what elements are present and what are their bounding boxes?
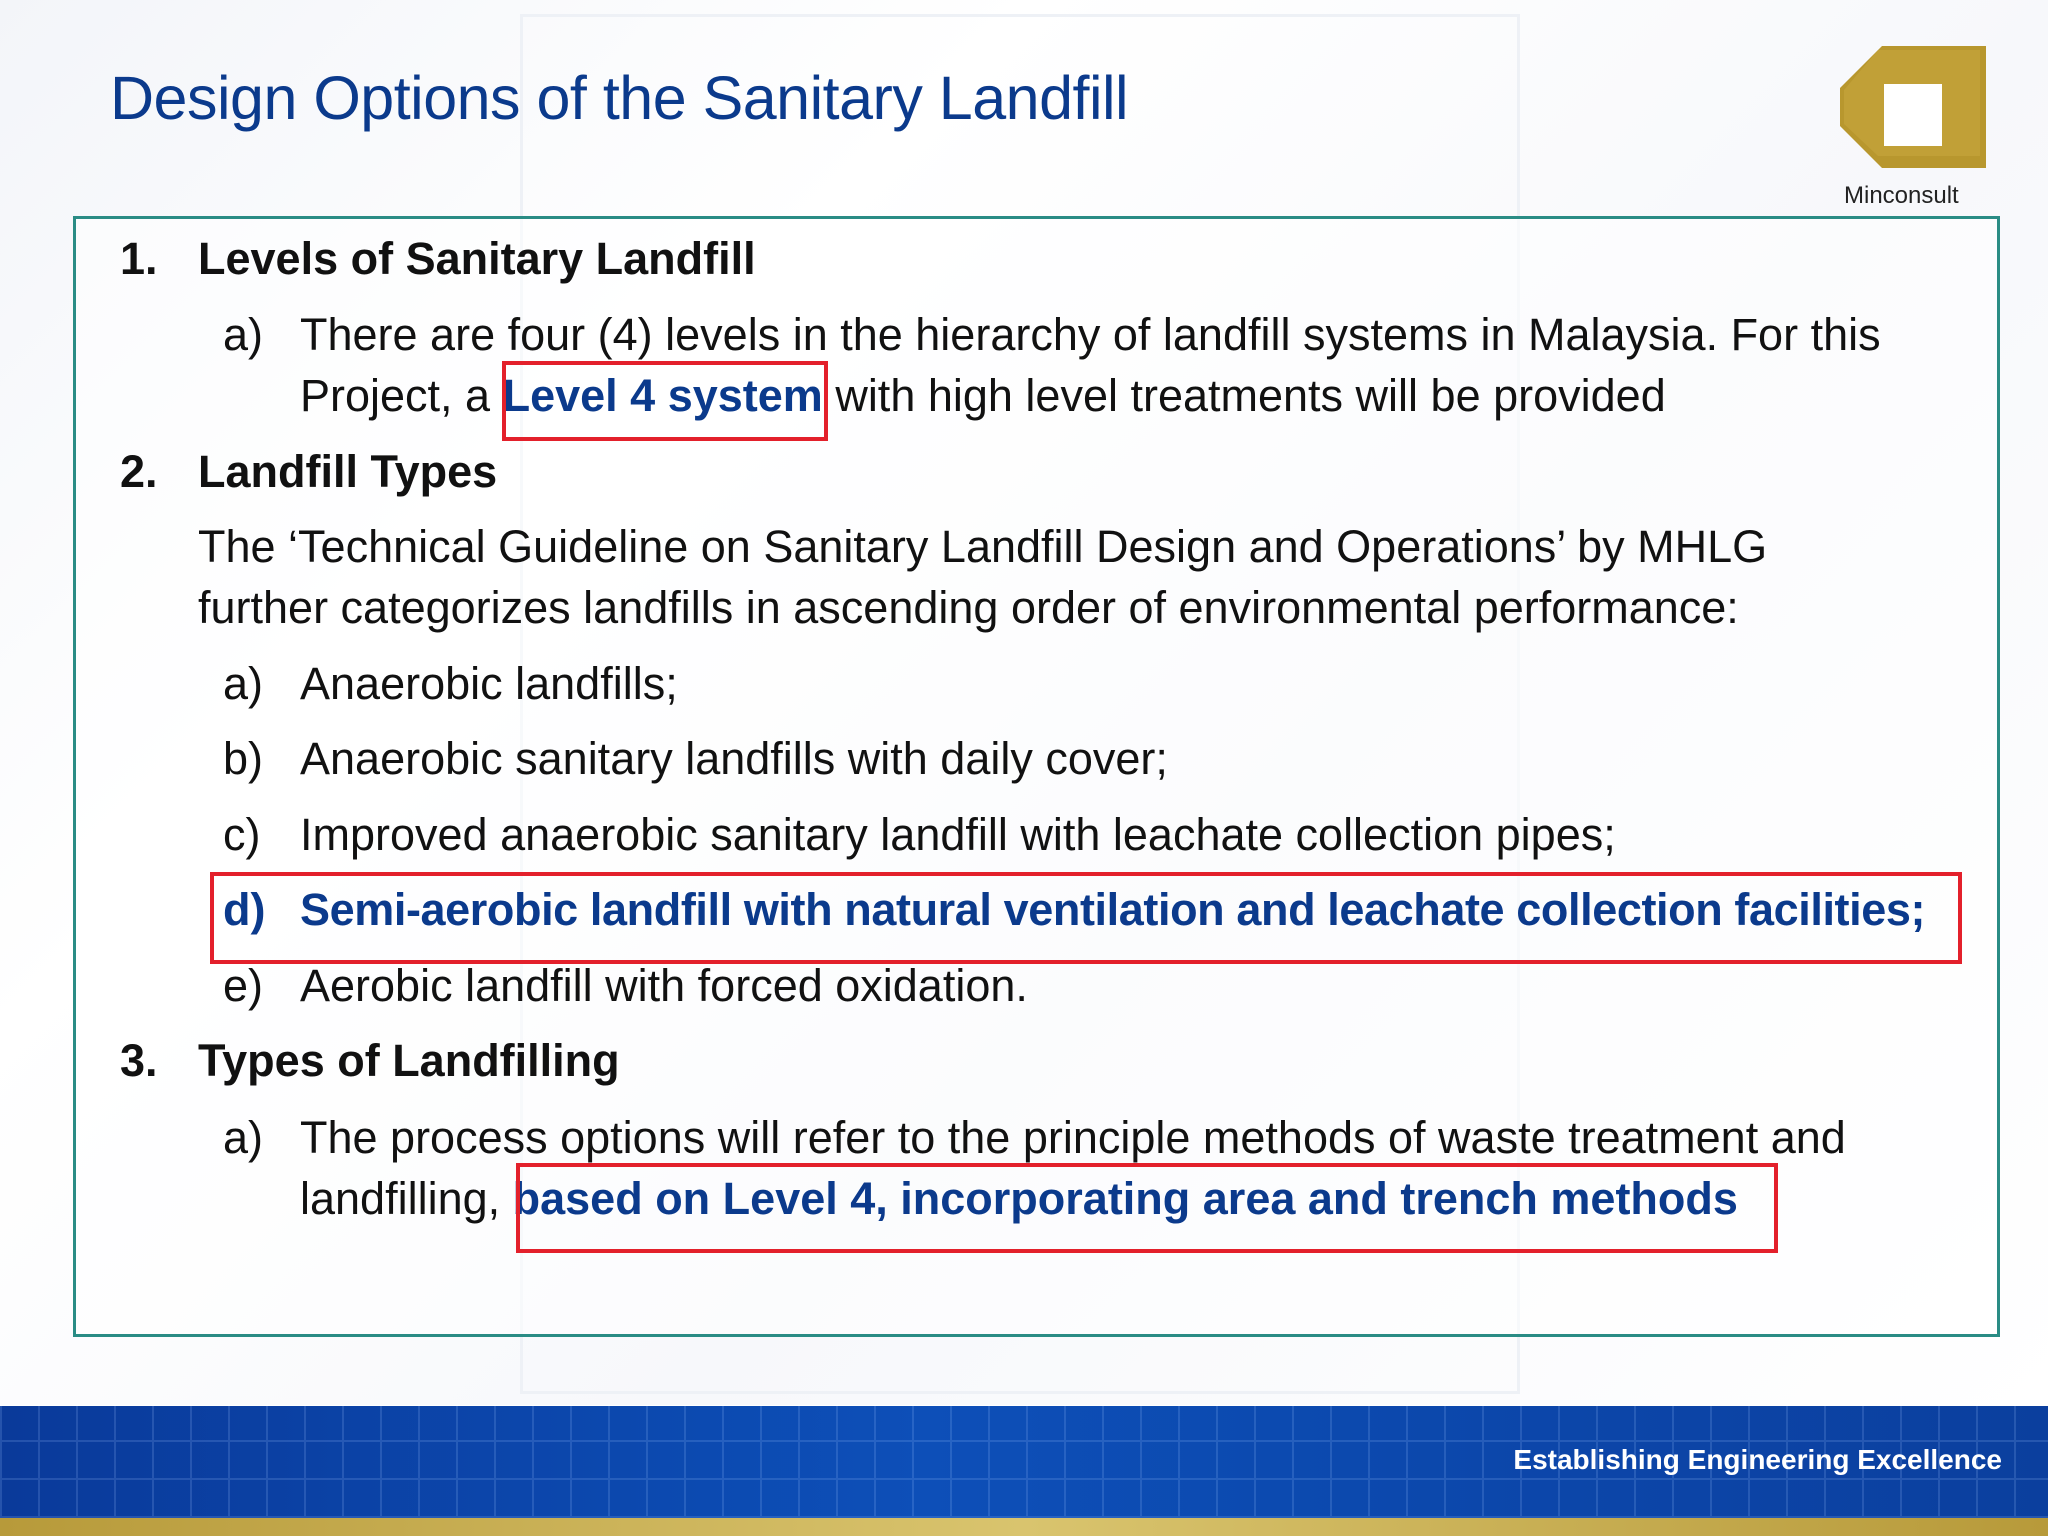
section-heading-levels: Levels of Sanitary Landfill: [198, 233, 756, 284]
list-item-text: There are four (4) levels in the hierarchy of landfill systems in Malaysia. For this: [300, 309, 1881, 360]
highlight-semi-aerobic: Semi-aerobic landfill with natural ventilation and leachate collection facilities;: [300, 884, 1926, 935]
footer-bar: [0, 1406, 2048, 1518]
annotation-box-area-trench: [516, 1163, 1778, 1253]
list-marker: b): [223, 733, 264, 784]
list-marker: a): [223, 658, 264, 709]
section-number: 3.: [120, 1035, 158, 1086]
list-marker: a): [223, 309, 264, 360]
list-marker: e): [223, 960, 264, 1011]
list-item-text: Anaerobic sanitary landfills with daily cover;: [300, 733, 1168, 784]
section-number: 2.: [120, 446, 158, 497]
list-item-text: The process options will refer to the principle methods of waste treatment and: [300, 1112, 1846, 1163]
section-heading-landfill-types: Landfill Types: [198, 446, 498, 497]
slide-title: Design Options of the Sanitary Landfill: [110, 64, 1129, 132]
logo-label: Minconsult: [1844, 182, 1959, 209]
annotation-box-level-4: [502, 361, 828, 441]
highlight-level-4-system: Level 4 system: [502, 370, 823, 421]
footer-tagline: Establishing Engineering Excellence: [1513, 1444, 2002, 1475]
list-marker-highlighted: d): [223, 884, 266, 935]
annotation-box-semi-aerobic: [210, 872, 1962, 964]
intro-paragraph: further categorizes landfills in ascending order of environmental performance:: [198, 582, 1739, 633]
list-item-text: Improved anaerobic sanitary landfill with leachate collection pipes;: [300, 809, 1616, 860]
section-heading-landfilling: Types of Landfilling: [198, 1035, 620, 1086]
minconsult-logo-icon: [1840, 44, 2000, 204]
highlight-area-trench: based on Level 4, incorporating area and trench methods: [512, 1173, 1738, 1224]
text-run: with high level treatments will be provided: [822, 370, 1666, 421]
text-run: Project, a: [300, 370, 503, 421]
footer-gold-strip: [0, 1518, 2048, 1536]
text-run: landfilling,: [300, 1173, 513, 1224]
list-item-text: Anaerobic landfills;: [300, 658, 678, 709]
list-marker: a): [223, 1112, 264, 1163]
list-marker: c): [223, 809, 261, 860]
intro-paragraph: The ‘Technical Guideline on Sanitary Landfill Design and Operations’ by MHLG: [198, 521, 1768, 572]
section-number: 1.: [120, 233, 158, 284]
list-item-text: Aerobic landfill with forced oxidation.: [300, 960, 1028, 1011]
